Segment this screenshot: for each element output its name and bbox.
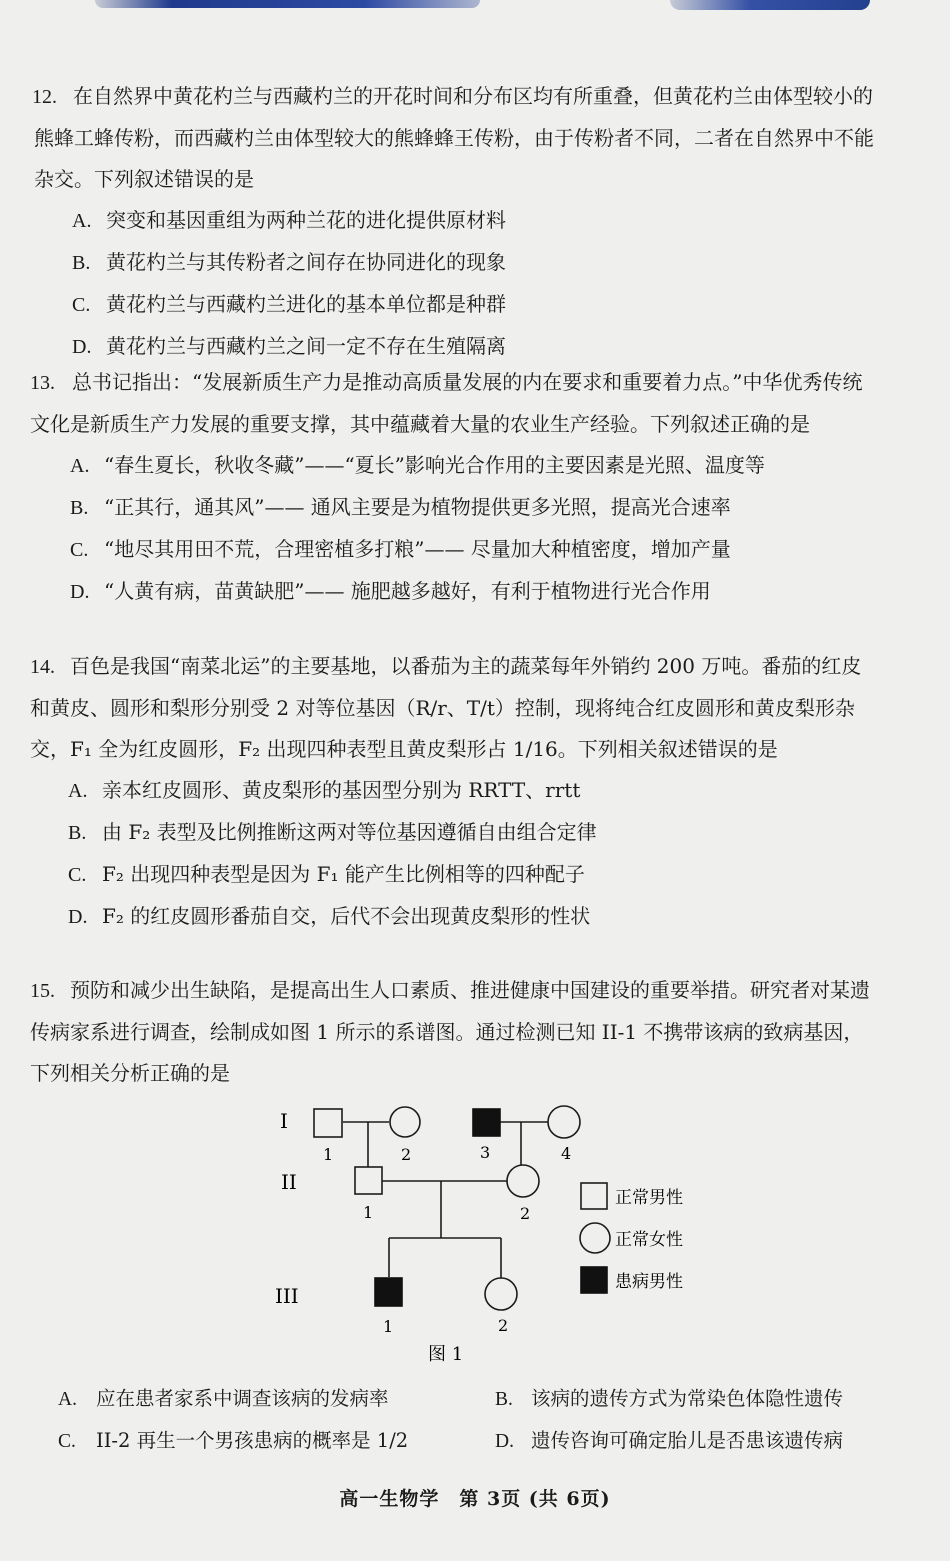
option-d[interactable]: D. “人黄有病，苗黄缺肥”—— 施肥越多越好，有利于植物进行光合作用	[70, 579, 711, 603]
question-number: 15.	[30, 980, 55, 1002]
individual-number: 2	[498, 1316, 509, 1335]
affected-male-symbol	[375, 1278, 402, 1306]
option-c[interactable]: C. 黄花杓兰与西藏杓兰进化的基本单位都是种群	[72, 292, 506, 316]
header-decoration-left	[95, 0, 480, 8]
option-c[interactable]: C. II-2 再生一个男孩患病的概率是 1/2	[58, 1429, 409, 1452]
question-12	[34, 76, 884, 368]
figure-caption: 图 1	[428, 1344, 464, 1365]
individual-number: 2	[401, 1145, 412, 1164]
question-15-options	[58, 1378, 888, 1462]
option-a[interactable]: A. 亲本红皮圆形、黄皮梨形的基因型分别为 RRTT、rrtt	[68, 778, 581, 802]
option-b[interactable]: B. 该病的遗传方式为常染色体隐性遗传	[495, 1387, 844, 1410]
option-a[interactable]: A. “春生夏长，秋收冬藏”——“夏长”影响光合作用的主要因素是光照、温度等	[70, 453, 765, 477]
question-stem: 百色是我国“南菜北运”的主要基地，以番茄为主的蔬菜每年外销约 200 万吨。番茄的红皮和黄皮、圆形和梨形分别受 2 对等位基因（R/r、T/t）控制，现将纯合红皮圆形和黄皮梨形杂交，F₁ 全为红皮圆形，F₂ 出现四种表型且黄皮梨形占 1/16。下列相关叙述错误的是	[30, 654, 862, 761]
normal-female-symbol	[548, 1106, 580, 1138]
generation-label: III	[275, 1284, 299, 1308]
legend-affected-male-label: 患病男性	[615, 1272, 683, 1292]
normal-female-symbol	[390, 1107, 420, 1137]
question-stem: 总书记指出：“发展新质生产力是推动高质量发展的内在要求和重要着力点。”中华优秀传统文化是新质生产力发展的重要支撑，其中蕴藏着大量的农业生产经验。下列叙述正确的是	[30, 370, 863, 436]
legend-normal-female-label: 正常女性	[615, 1230, 683, 1250]
option-a[interactable]: A. 应在患者家系中调查该病的发病率	[58, 1387, 389, 1410]
question-15	[30, 970, 880, 1094]
option-c[interactable]: C. F₂ 出现四种表型是因为 F₁ 能产生比例相等的四种配子	[68, 862, 585, 886]
question-number: 14.	[30, 656, 55, 678]
legend-normal-male-symbol	[581, 1183, 607, 1209]
individual-number: 3	[480, 1143, 491, 1162]
option-a[interactable]: A. 突变和基因重组为两种兰花的进化提供原材料	[72, 208, 506, 232]
normal-male-symbol	[355, 1167, 382, 1194]
question-13	[30, 362, 875, 613]
legend-normal-male-label: 正常男性	[615, 1188, 683, 1208]
option-b[interactable]: B. 黄花杓兰与其传粉者之间存在协同进化的现象	[72, 250, 506, 274]
option-b[interactable]: B. “正其行，通其风”—— 通风主要是为植物提供更多光照，提高光合速率	[70, 495, 731, 519]
question-number: 13.	[30, 372, 55, 394]
normal-male-symbol	[314, 1109, 342, 1137]
individual-number: 1	[383, 1317, 394, 1336]
individual-number: 2	[520, 1204, 531, 1223]
legend-normal-female-symbol	[580, 1223, 610, 1253]
individual-number: 4	[561, 1144, 572, 1163]
individual-number: 1	[323, 1145, 334, 1164]
normal-female-symbol	[485, 1278, 517, 1310]
question-number: 12.	[32, 86, 57, 108]
affected-male-symbol	[473, 1109, 500, 1136]
option-d[interactable]: D. F₂ 的红皮圆形番茄自交，后代不会出现黄皮梨形的性状	[68, 904, 591, 928]
page-footer: 高一生物学 第 3页 (共 6页)	[339, 1488, 611, 1510]
generation-label: I	[280, 1109, 288, 1133]
question-stem: 在自然界中黄花杓兰与西藏杓兰的开花时间和分布区均有所重叠，但黄花杓兰由体型较小的熊蜂工蜂传粉，而西藏杓兰由体型较大的熊蜂蜂王传粉，由于传粉者不同，二者在自然界中不能杂交。下列叙述错误的是	[34, 84, 874, 191]
option-b[interactable]: B. 由 F₂ 表型及比例推断这两对等位基因遵循自由组合定律	[68, 820, 597, 844]
individual-number: 1	[363, 1203, 374, 1222]
question-14	[30, 646, 878, 938]
legend-affected-male-symbol	[581, 1267, 607, 1293]
pedigree-diagram	[0, 1090, 950, 1380]
option-d[interactable]: D. 黄花杓兰与西藏杓兰之间一定不存在生殖隔离	[72, 334, 506, 358]
option-d[interactable]: D. 遗传咨询可确定胎儿是否患该遗传病	[495, 1429, 844, 1452]
header-decoration-right	[670, 0, 870, 10]
option-c[interactable]: C. “地尽其用田不荒，合理密植多打粮”—— 尽量加大种植密度，增加产量	[70, 537, 731, 561]
normal-female-symbol	[507, 1165, 539, 1197]
question-stem: 预防和减少出生缺陷，是提高出生人口素质、推进健康中国建设的重要举措。研究者对某遗传病家系进行调查，绘制成如图 1 所示的系谱图。通过检测已知 II-1 不携带该病的致病基因，下列相关分析正确的是	[30, 978, 870, 1085]
generation-label: II	[281, 1170, 297, 1194]
